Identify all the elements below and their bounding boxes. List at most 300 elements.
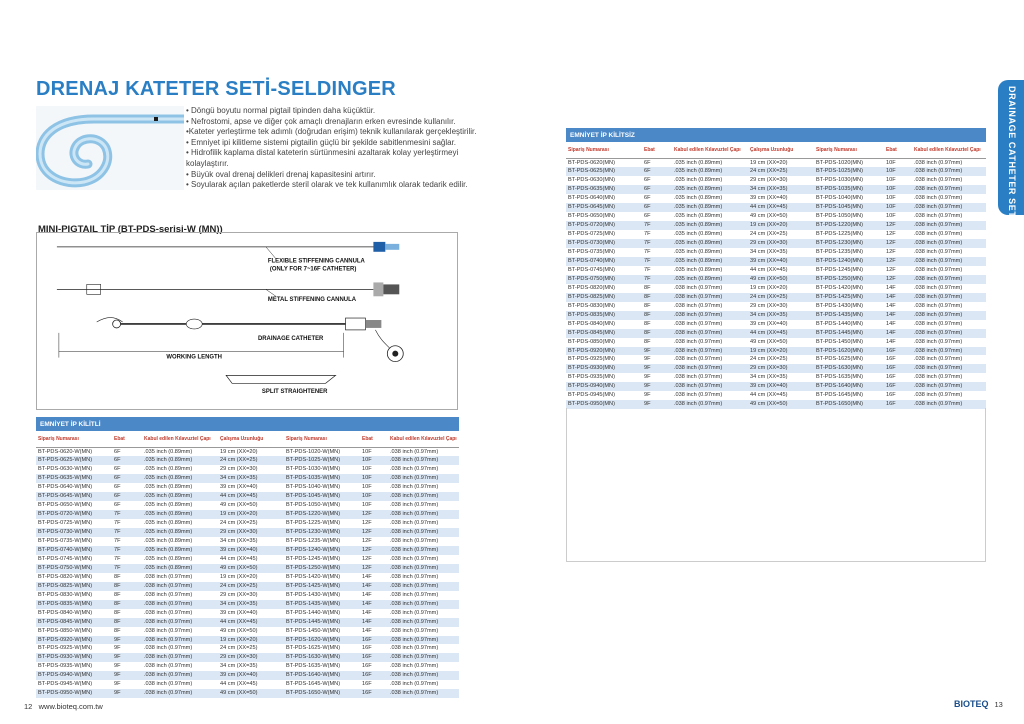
table-cell: .038 inch (0.97mm) — [912, 382, 986, 391]
table-cell: BT-PDS-0750-W(MN) — [36, 564, 112, 573]
table-cell: 9F — [644, 374, 651, 381]
table-cell: .038 inch (0.97mm) — [914, 159, 963, 166]
table-cell: 24 cm (XX=25) — [218, 456, 284, 465]
table-cell: .038 inch (0.97mm) — [388, 510, 459, 519]
table-cell: 7F — [644, 249, 651, 256]
table-cell: 24 cm (XX=25) — [220, 645, 258, 652]
column-header: Kabul edilen Kılavuztel Çapı — [912, 142, 986, 158]
table-cell: 29 cm (XX=30) — [750, 177, 788, 184]
label-flexible-cannula: FLEXIBLE STIFFENING CANNULA — [267, 258, 365, 265]
table-cell: BT-PDS-0640-W(MN) — [38, 484, 93, 491]
table-cell: .038 inch (0.97mm) — [914, 195, 963, 202]
table-cell: 7F — [114, 555, 121, 562]
table-cell: 16F — [360, 671, 388, 680]
table-row — [36, 600, 459, 609]
table-row — [36, 627, 459, 636]
table-cell: 34 cm (XX=35) — [220, 538, 258, 545]
table-cell: 34 cm (XX=35) — [220, 663, 258, 670]
table-cell: BT-PDS-0945(MN) — [568, 392, 615, 399]
table-cell: .038 inch (0.97mm) — [912, 347, 986, 356]
table-cell: BT-PDS-1245(MN) — [816, 266, 863, 273]
table-cell: 39 cm (XX=40) — [750, 320, 788, 327]
table-cell: .035 inch (0.89mm) — [672, 203, 748, 212]
table-cell: 6F — [112, 474, 142, 483]
table-cell: 16F — [360, 653, 388, 662]
table-cell: BT-PDS-1035(MN) — [814, 185, 884, 194]
table-cell: 12F — [884, 257, 912, 266]
table-cell: 34 cm (XX=35) — [750, 374, 788, 381]
table-cell: .035 inch (0.89mm) — [142, 456, 218, 465]
left-table-grid — [36, 431, 459, 698]
table-cell: BT-PDS-0935-W(MN) — [38, 663, 93, 670]
table-cell: 7F — [642, 221, 672, 230]
table-cell: 7F — [112, 546, 142, 555]
table-cell: .035 inch (0.89mm) — [142, 528, 218, 537]
table-row — [566, 284, 986, 293]
table-cell: .035 inch (0.89mm) — [674, 195, 723, 202]
footer-left — [24, 702, 103, 711]
table-cell: BT-PDS-1230(MN) — [814, 239, 884, 248]
table-cell: .038 inch (0.97mm) — [674, 338, 723, 345]
table-cell: 34 cm (XX=35) — [218, 600, 284, 609]
table-cell: BT-PDS-0835-W(MN) — [36, 600, 112, 609]
table-cell: 16F — [360, 689, 388, 698]
table-cell: 29 cm (XX=30) — [220, 591, 258, 598]
table-cell: .038 inch (0.97mm) — [912, 239, 986, 248]
table-cell: .038 inch (0.97mm) — [912, 221, 986, 230]
table-cell: 7F — [642, 275, 672, 284]
table-row — [566, 302, 986, 311]
table-cell: 6F — [642, 185, 672, 194]
table-cell: BT-PDS-0820-W(MN) — [38, 573, 93, 580]
table-cell: .038 inch (0.97mm) — [142, 689, 218, 698]
feature-item: •Kateter yerleştirme tek adımlı (doğrudan erişim) teknik kullanılarak gerçekleştirilir. — [186, 127, 477, 137]
table-row — [566, 221, 986, 230]
table-cell: BT-PDS-0725-W(MN) — [38, 520, 93, 527]
left-table — [36, 417, 459, 698]
table-cell: 12F — [886, 266, 896, 273]
table-row — [566, 364, 986, 373]
table-cell: .038 inch (0.97mm) — [144, 573, 193, 580]
table-cell: 9F — [112, 636, 142, 645]
table-cell: .038 inch (0.97mm) — [672, 364, 748, 373]
table-cell: 24 cm (XX=25) — [748, 167, 814, 176]
table-row — [36, 671, 459, 680]
table-cell: 14F — [884, 329, 912, 338]
table-cell: .038 inch (0.97mm) — [914, 374, 963, 381]
table-cell: 10F — [362, 502, 372, 509]
table-cell: .038 inch (0.97mm) — [672, 311, 748, 320]
table-cell: 19 cm (XX=20) — [220, 448, 258, 455]
table-cell: .038 inch (0.97mm) — [912, 329, 986, 338]
column-header: Ebat — [360, 431, 388, 447]
table-cell: BT-PDS-1240-W(MN) — [284, 546, 360, 555]
table-cell: BT-PDS-0925-W(MN) — [38, 645, 93, 652]
table-cell: .038 inch (0.97mm) — [912, 293, 986, 302]
table-cell: 29 cm (XX=30) — [218, 528, 284, 537]
table-row — [566, 338, 986, 347]
table-cell: 44 cm (XX=45) — [748, 329, 814, 338]
table-cell: .038 inch (0.97mm) — [390, 627, 439, 634]
table-row — [36, 510, 459, 519]
table-cell: BT-PDS-0625-W(MN) — [36, 456, 112, 465]
table-cell: 16F — [362, 663, 372, 670]
table-cell: .035 inch (0.89mm) — [674, 159, 723, 166]
table-cell: 6F — [114, 448, 121, 455]
table-cell: .038 inch (0.97mm) — [390, 591, 439, 598]
table-cell: BT-PDS-0645(MN) — [566, 203, 642, 212]
table-cell: .035 inch (0.89mm) — [144, 448, 193, 455]
table-row — [36, 591, 459, 600]
table-cell: BT-PDS-0745(MN) — [568, 266, 615, 273]
table-row — [36, 564, 459, 573]
table-cell: .038 inch (0.97mm) — [912, 185, 986, 194]
table-row — [36, 555, 459, 564]
table-cell: 49 cm (XX=50) — [220, 627, 258, 634]
table-cell: 39 cm (XX=40) — [220, 609, 258, 616]
table-cell: 29 cm (XX=30) — [748, 239, 814, 248]
table-row — [566, 176, 986, 185]
table-cell: 24 cm (XX=25) — [220, 520, 258, 527]
table-cell: .038 inch (0.97mm) — [388, 492, 459, 501]
table-cell: BT-PDS-1020(MN) — [816, 159, 863, 166]
table-row — [566, 158, 986, 167]
table-cell: 6F — [114, 484, 121, 491]
table-cell: 7F — [644, 266, 651, 273]
table-cell: BT-PDS-0845(MN) — [566, 329, 642, 338]
side-tab-label: DRAINAGE CATHETER SET — [1007, 86, 1017, 218]
table-cell: .035 inch (0.89mm) — [672, 185, 748, 194]
table-cell: .038 inch (0.97mm) — [674, 356, 723, 363]
table-cell: .038 inch (0.97mm) — [914, 177, 963, 184]
table-cell: 8F — [114, 627, 121, 634]
table-cell: .035 inch (0.89mm) — [144, 520, 193, 527]
table-row — [566, 203, 986, 212]
table-cell: 8F — [642, 311, 672, 320]
table-cell: BT-PDS-1640-W(MN) — [284, 671, 360, 680]
table-cell: 12F — [886, 231, 896, 238]
table-cell: BT-PDS-0750(MN) — [566, 275, 642, 284]
table-cell: .035 inch (0.89mm) — [674, 266, 723, 273]
table-cell: .038 inch (0.97mm) — [388, 636, 459, 645]
table-cell: .038 inch (0.97mm) — [912, 257, 986, 266]
table-cell: BT-PDS-1040(MN) — [816, 195, 863, 202]
table-cell: 16F — [362, 681, 372, 688]
table-cell: .038 inch (0.97mm) — [388, 528, 459, 537]
table-cell: 16F — [886, 392, 896, 399]
table-cell: BT-PDS-0640(MN) — [568, 195, 615, 202]
table-row — [36, 644, 459, 653]
table-cell: 14F — [886, 302, 896, 309]
table-cell: 12F — [884, 239, 912, 248]
table-cell: 8F — [114, 591, 121, 598]
table-row — [566, 311, 986, 320]
feature-item: • Emniyet ipi kilitleme sistemi pigtailin güçlü bir şekilde sabitlenmesini sağlar. — [186, 137, 457, 147]
table-cell: 10F — [362, 484, 372, 491]
table-cell: 49 cm (XX=50) — [748, 275, 814, 284]
table-row — [36, 582, 459, 591]
table-cell: BT-PDS-1250(MN) — [814, 275, 884, 284]
table-cell: .038 inch (0.97mm) — [388, 456, 459, 465]
table-cell: 29 cm (XX=30) — [220, 466, 258, 473]
table-cell: BT-PDS-0645-W(MN) — [36, 492, 112, 501]
table-row — [566, 248, 986, 257]
table-cell: .035 inch (0.89mm) — [142, 564, 218, 573]
table-cell: 34 cm (XX=35) — [750, 249, 788, 256]
table-cell: BT-PDS-1650(MN) — [814, 400, 884, 409]
table-cell: 10F — [360, 456, 388, 465]
table-cell: 7F — [114, 520, 121, 527]
table-cell: .038 inch (0.97mm) — [914, 392, 963, 399]
table-cell: BT-PDS-1025-W(MN) — [284, 456, 360, 465]
label-working-length: WORKING LENGTH — [166, 354, 222, 361]
catheter-diagram — [36, 232, 458, 410]
table-cell: BT-PDS-1030-W(MN) — [286, 466, 341, 473]
table-cell: 9F — [114, 663, 121, 670]
table-cell: BT-PDS-1630(MN) — [814, 364, 884, 373]
right-table-empty-area — [566, 408, 986, 562]
table-cell: BT-PDS-0630(MN) — [568, 177, 615, 184]
feature-item: • Büyük oval drenaj delikleri drenaj kapasitesini artırır. — [186, 169, 376, 179]
table-cell: BT-PDS-0730(MN) — [566, 239, 642, 248]
table-cell: 14F — [360, 600, 388, 609]
table-cell: 39 cm (XX=40) — [218, 671, 284, 680]
table-cell: .038 inch (0.97mm) — [390, 555, 439, 562]
table-cell: BT-PDS-0850-W(MN) — [38, 627, 93, 634]
table-cell: .035 inch (0.89mm) — [142, 474, 218, 483]
table-cell: .038 inch (0.97mm) — [388, 600, 459, 609]
table-cell: .038 inch (0.97mm) — [914, 231, 963, 238]
column-header: Sipariş Numarası — [284, 431, 360, 447]
table-cell: BT-PDS-1645-W(MN) — [286, 681, 341, 688]
table-cell: BT-PDS-1450(MN) — [816, 338, 863, 345]
table-cell: BT-PDS-0625(MN) — [566, 167, 642, 176]
table-cell: 8F — [644, 338, 651, 345]
table-cell: 10F — [884, 185, 912, 194]
table-cell: 44 cm (XX=45) — [218, 618, 284, 627]
table-row — [566, 266, 986, 275]
table-row — [566, 167, 986, 176]
table-cell: 8F — [112, 582, 142, 591]
table-cell: 16F — [360, 636, 388, 645]
table-cell: BT-PDS-0845-W(MN) — [36, 618, 112, 627]
table-cell: .035 inch (0.89mm) — [144, 502, 193, 509]
table-cell: BT-PDS-1635(MN) — [816, 374, 863, 381]
table-cell: BT-PDS-1025(MN) — [814, 167, 884, 176]
table-cell: BT-PDS-1425(MN) — [814, 293, 884, 302]
table-cell: 12F — [360, 510, 388, 519]
table-cell: 24 cm (XX=25) — [750, 231, 788, 238]
table-cell: 6F — [644, 177, 651, 184]
feature-item: • Soyularak açılan paketlerde steril olarak ve tek kullanımlık olarak tedarik edilir. — [186, 180, 468, 190]
table-cell: .035 inch (0.89mm) — [144, 555, 193, 562]
feature-item: • Hidrofilik kaplama distal kateterin sürtünmesini azaltarak kolay yerleştirmeyi kolaylaştırır. — [186, 148, 459, 168]
table-cell: BT-PDS-1235(MN) — [816, 249, 863, 256]
table-row — [36, 662, 459, 671]
table-cell: 14F — [362, 591, 372, 598]
table-cell: .035 inch (0.89mm) — [144, 538, 193, 545]
table-cell: 34 cm (XX=35) — [218, 474, 284, 483]
table-cell: .038 inch (0.97mm) — [912, 203, 986, 212]
table-cell: 19 cm (XX=20) — [748, 347, 814, 356]
table-cell: .038 inch (0.97mm) — [672, 400, 748, 409]
table-cell: .038 inch (0.97mm) — [390, 663, 439, 670]
table-cell: BT-PDS-0820(MN) — [568, 284, 615, 291]
table-row — [566, 212, 986, 221]
table-cell: 10F — [884, 167, 912, 176]
table-cell: .038 inch (0.97mm) — [142, 600, 218, 609]
table-cell: .038 inch (0.97mm) — [142, 671, 218, 680]
table-cell: .038 inch (0.97mm) — [388, 653, 459, 662]
table-cell: 9F — [642, 364, 672, 373]
table-cell: 9F — [112, 653, 142, 662]
table-cell: .035 inch (0.89mm) — [142, 546, 218, 555]
table-row — [36, 447, 459, 456]
table-row — [566, 373, 986, 382]
table-row — [36, 618, 459, 627]
table-cell: 19 cm (XX=20) — [218, 510, 284, 519]
table-cell: 49 cm (XX=50) — [220, 502, 258, 509]
table-cell: 24 cm (XX=25) — [748, 293, 814, 302]
table-cell: 14F — [360, 582, 388, 591]
label-metal-cannula: METAL STIFFENING CANNULA — [267, 297, 357, 304]
table-cell: .038 inch (0.97mm) — [912, 364, 986, 373]
table-row — [566, 293, 986, 302]
table-cell: BT-PDS-1045(MN) — [814, 203, 884, 212]
table-cell: BT-PDS-1250-W(MN) — [284, 564, 360, 573]
right-table-heading: EMNİYET İP KİLİTSİZ — [566, 128, 986, 142]
page-number-left: 12 — [24, 702, 33, 711]
table-cell: .035 inch (0.89mm) — [144, 484, 193, 491]
table-cell: 14F — [362, 573, 372, 580]
table-cell: 12F — [884, 275, 912, 284]
table-cell: BT-PDS-1435-W(MN) — [284, 600, 360, 609]
table-row — [566, 391, 986, 400]
table-cell: 9F — [642, 347, 672, 356]
table-row — [566, 230, 986, 239]
table-cell: BT-PDS-1430(MN) — [816, 302, 863, 309]
table-cell: .038 inch (0.97mm) — [674, 374, 723, 381]
table-cell: BT-PDS-1235-W(MN) — [286, 538, 341, 545]
column-header: Sipariş Numarası — [566, 142, 642, 158]
table-row — [36, 609, 459, 618]
table-cell: BT-PDS-0725(MN) — [568, 231, 615, 238]
table-row — [566, 194, 986, 203]
feature-item: • Nefrostomi, apse ve diğer çok amaçlı drenajların erken evresinde kullanılır. — [186, 116, 456, 126]
table-cell: 14F — [360, 618, 388, 627]
table-cell: .038 inch (0.97mm) — [390, 466, 439, 473]
table-cell: 6F — [642, 167, 672, 176]
table-cell: BT-PDS-0830(MN) — [568, 302, 615, 309]
table-cell: 16F — [884, 347, 912, 356]
table-cell: BT-PDS-0720(MN) — [566, 221, 642, 230]
table-cell: BT-PDS-1240(MN) — [814, 257, 884, 266]
table-cell: BT-PDS-0920(MN) — [566, 347, 642, 356]
table-cell: 16F — [886, 374, 896, 381]
table-cell: 19 cm (XX=20) — [750, 284, 788, 291]
table-cell: BT-PDS-0930-W(MN) — [36, 653, 112, 662]
table-cell: 44 cm (XX=45) — [748, 203, 814, 212]
table-cell: .038 inch (0.97mm) — [144, 645, 193, 652]
table-row — [36, 636, 459, 645]
table-row — [566, 275, 986, 284]
table-cell: .038 inch (0.97mm) — [914, 266, 963, 273]
table-cell: BT-PDS-0925(MN) — [568, 356, 615, 363]
table-cell: BT-PDS-1245-W(MN) — [286, 555, 341, 562]
table-cell: BT-PDS-0825-W(MN) — [36, 582, 112, 591]
table-cell: BT-PDS-0950-W(MN) — [36, 689, 112, 698]
table-cell: 6F — [114, 466, 121, 473]
table-cell: 6F — [644, 159, 651, 166]
table-cell: 14F — [362, 609, 372, 616]
table-cell: 44 cm (XX=45) — [750, 266, 788, 273]
table-cell: .038 inch (0.97mm) — [914, 249, 963, 256]
table-cell: .038 inch (0.97mm) — [388, 474, 459, 483]
table-row — [566, 347, 986, 356]
table-cell: BT-PDS-1220(MN) — [814, 221, 884, 230]
table-cell: BT-PDS-0940-W(MN) — [36, 671, 112, 680]
table-cell: BT-PDS-1625-W(MN) — [286, 645, 341, 652]
table-cell: BT-PDS-0735(MN) — [568, 249, 615, 256]
table-cell: BT-PDS-0635-W(MN) — [36, 474, 112, 483]
table-cell: .038 inch (0.97mm) — [388, 582, 459, 591]
right-table-grid — [566, 142, 986, 409]
table-cell: BT-PDS-0630-W(MN) — [38, 466, 93, 473]
table-cell: 7F — [642, 257, 672, 266]
left-table-heading: EMNİYET İP KİLİTLİ — [36, 417, 459, 431]
table-cell: 12F — [884, 221, 912, 230]
table-cell: BT-PDS-0830-W(MN) — [38, 591, 93, 598]
table-cell: BT-PDS-1030(MN) — [816, 177, 863, 184]
label-drainage-catheter: DRAINAGE CATHETER — [257, 335, 324, 342]
table-cell: 44 cm (XX=45) — [220, 681, 258, 688]
table-cell: 34 cm (XX=35) — [748, 311, 814, 320]
table-cell: BT-PDS-1620(MN) — [814, 347, 884, 356]
table-cell: 12F — [360, 546, 388, 555]
table-cell: 10F — [360, 474, 388, 483]
table-cell: 16F — [886, 356, 896, 363]
table-cell: 8F — [644, 320, 651, 327]
table-cell: .035 inch (0.89mm) — [672, 257, 748, 266]
label-split-straightener: SPLIT STRAIGHTENER — [261, 389, 328, 396]
brand-logo: BIOTEQ — [954, 699, 989, 709]
table-row — [36, 546, 459, 555]
diagram-title: MINI-PIGTAIL TİP (BT-PDS-serisi-W (MN)) — [38, 224, 223, 235]
table-cell: 10F — [886, 177, 896, 184]
table-cell: BT-PDS-0720-W(MN) — [36, 510, 112, 519]
table-cell: BT-PDS-1630-W(MN) — [284, 653, 360, 662]
table-cell: 7F — [114, 538, 121, 545]
table-cell: 39 cm (XX=40) — [748, 257, 814, 266]
table-cell: 14F — [886, 338, 896, 345]
table-cell: 14F — [884, 311, 912, 320]
table-cell: 39 cm (XX=40) — [220, 484, 258, 491]
table-cell: .038 inch (0.97mm) — [674, 302, 723, 309]
table-row — [36, 474, 459, 483]
table-cell: .035 inch (0.89mm) — [672, 167, 748, 176]
table-cell: BT-PDS-1225-W(MN) — [286, 520, 341, 527]
table-cell: 39 cm (XX=40) — [748, 382, 814, 391]
table-cell: BT-PDS-0935(MN) — [568, 374, 615, 381]
table-cell: .035 inch (0.89mm) — [674, 213, 723, 220]
table-cell: 8F — [112, 618, 142, 627]
table-cell: 44 cm (XX=45) — [220, 555, 258, 562]
table-cell: BT-PDS-1640(MN) — [814, 382, 884, 391]
footer-url: www.bioteq.com.tw — [38, 702, 103, 711]
table-cell: 10F — [886, 195, 896, 202]
table-cell: 10F — [886, 159, 896, 166]
table-cell: 16F — [362, 645, 372, 652]
